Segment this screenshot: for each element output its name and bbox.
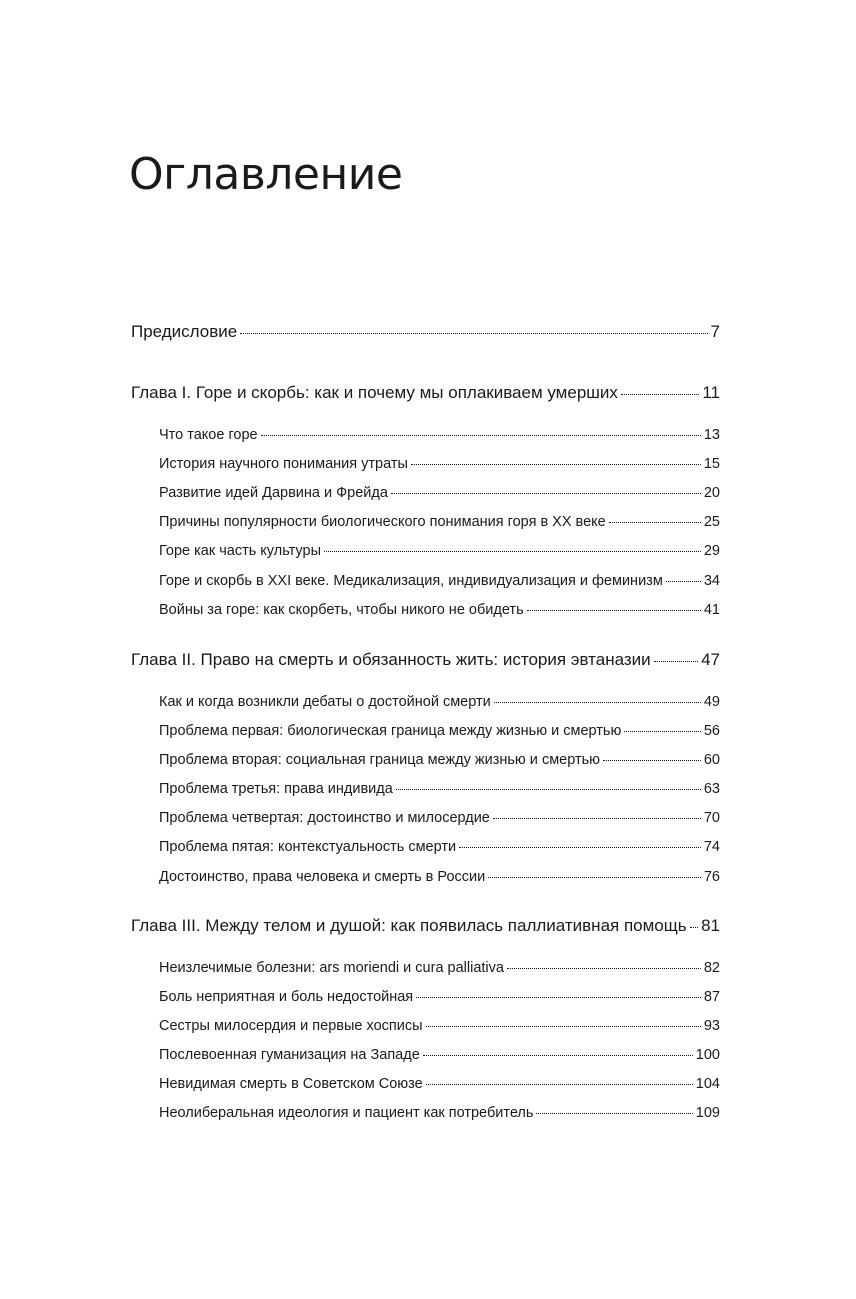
toc-entry-label: Проблема четвертая: достоинство и милосердие bbox=[159, 810, 490, 826]
dot-leader bbox=[536, 1113, 692, 1114]
dot-leader bbox=[666, 581, 701, 582]
toc-entry-section[interactable] bbox=[159, 1018, 720, 1034]
dot-leader bbox=[493, 818, 701, 819]
dot-leader bbox=[603, 760, 701, 761]
toc-entry-section[interactable] bbox=[159, 869, 720, 885]
toc-entry-chapter-1[interactable] bbox=[131, 383, 720, 403]
toc-entry-page: 81 bbox=[701, 916, 720, 935]
dot-leader bbox=[324, 551, 701, 552]
dot-leader bbox=[416, 997, 701, 998]
toc-entry-section[interactable] bbox=[159, 514, 720, 530]
toc-entry-section[interactable] bbox=[159, 723, 720, 739]
toc-entry-section[interactable] bbox=[159, 1047, 720, 1063]
dot-leader bbox=[488, 877, 701, 878]
toc-entry-chapter-2[interactable] bbox=[131, 650, 720, 670]
toc-entry-section[interactable] bbox=[159, 839, 720, 855]
dot-leader bbox=[426, 1084, 693, 1085]
toc-entry-label: Горе и скорбь в XXI веке. Медикализация, индивидуализация и феминизм bbox=[159, 573, 663, 589]
toc-entry-label: Горе как часть культуры bbox=[159, 543, 321, 559]
toc-entry-section[interactable] bbox=[159, 427, 720, 443]
toc-entry-page: 7 bbox=[710, 322, 720, 341]
toc-entry-section[interactable] bbox=[159, 989, 720, 1005]
toc-entry-chapter-3[interactable] bbox=[131, 916, 720, 936]
toc-entry-page: 49 bbox=[703, 694, 720, 710]
toc-entry-page: 25 bbox=[703, 514, 720, 530]
toc-entry-page: 87 bbox=[703, 989, 720, 1005]
dot-leader bbox=[690, 927, 698, 928]
toc-entry-page: 104 bbox=[695, 1076, 720, 1092]
dot-leader bbox=[411, 464, 701, 465]
toc-entry-page: 56 bbox=[703, 723, 720, 739]
toc-entry-label: История научного понимания утраты bbox=[159, 456, 408, 472]
toc-entry-page: 93 bbox=[703, 1018, 720, 1034]
dot-leader bbox=[621, 394, 699, 395]
toc-entry-label: Причины популярности биологического понимания горя в XX веке bbox=[159, 514, 606, 530]
toc-entry-page: 70 bbox=[703, 810, 720, 826]
toc-entry-page: 74 bbox=[703, 839, 720, 855]
toc-entry-page: 20 bbox=[703, 485, 720, 501]
dot-leader bbox=[609, 522, 701, 523]
toc-entry-label: Невидимая смерть в Советском Союзе bbox=[159, 1076, 423, 1092]
toc-entry-label: Проблема пятая: контекстуальность смерти bbox=[159, 839, 457, 855]
toc-entry-section[interactable] bbox=[159, 573, 720, 589]
toc-entry-label: Войны за горе: как скорбеть, чтобы никого не обидеть bbox=[159, 602, 524, 618]
dot-leader bbox=[494, 702, 701, 703]
dot-leader bbox=[423, 1055, 693, 1056]
toc-entry-page: 47 bbox=[701, 650, 720, 669]
toc-entry-label: Как и когда возникли дебаты о достойной смерти bbox=[159, 694, 491, 710]
toc-entry-section[interactable] bbox=[159, 1076, 720, 1092]
toc-entry-page: 13 bbox=[703, 427, 720, 443]
toc-entry-page: 63 bbox=[703, 781, 720, 797]
dot-leader bbox=[391, 493, 701, 494]
toc-entry-section[interactable] bbox=[159, 1105, 720, 1121]
toc-entry-section[interactable] bbox=[159, 543, 720, 559]
toc-entry-label: Проблема первая: биологическая граница между жизнью и смертью bbox=[159, 723, 622, 739]
toc-entry-label: Неизлечимые болезни: ars moriendi и cura palliativa bbox=[159, 960, 504, 976]
dot-leader bbox=[261, 435, 701, 436]
toc-entry-label: Проблема третья: права индивида bbox=[159, 781, 393, 797]
dot-leader bbox=[624, 731, 701, 732]
dot-leader bbox=[507, 968, 701, 969]
toc-entry-page: 76 bbox=[703, 869, 720, 885]
toc-entry-label: Глава II. Право на смерть и обязанность жить: история эвтаназии bbox=[131, 650, 651, 669]
toc-entry-label: Что такое горе bbox=[159, 427, 258, 443]
toc-entry-label: Глава III. Между телом и душой: как появилась паллиативная помощь bbox=[131, 916, 687, 935]
toc-entry-section[interactable] bbox=[159, 602, 720, 618]
toc-entry-section[interactable] bbox=[159, 485, 720, 501]
toc-entry-page: 109 bbox=[695, 1105, 720, 1121]
toc-entry-page: 29 bbox=[703, 543, 720, 559]
toc-entry-label: Послевоенная гуманизация на Западе bbox=[159, 1047, 420, 1063]
toc-entry-preface[interactable] bbox=[131, 322, 720, 342]
toc-entry-section[interactable] bbox=[159, 781, 720, 797]
toc-entry-page: 60 bbox=[703, 752, 720, 768]
toc-entry-page: 34 bbox=[703, 573, 720, 589]
dot-leader bbox=[396, 789, 701, 790]
toc-entry-label: Глава I. Горе и скорбь: как и почему мы оплакиваем умерших bbox=[131, 383, 618, 402]
toc-entry-label: Предисловие bbox=[131, 322, 238, 341]
dot-leader bbox=[426, 1026, 701, 1027]
toc-entry-page: 11 bbox=[702, 383, 720, 402]
toc-entry-page: 15 bbox=[703, 456, 720, 472]
toc-entry-label: Развитие идей Дарвина и Фрейда bbox=[159, 485, 388, 501]
page-title: Оглавление bbox=[129, 149, 403, 200]
toc-entry-section[interactable] bbox=[159, 752, 720, 768]
toc-entry-label: Боль неприятная и боль недостойная bbox=[159, 989, 414, 1005]
toc-entry-label: Неолиберальная идеология и пациент как потребитель bbox=[159, 1105, 534, 1121]
toc-entry-section[interactable] bbox=[159, 694, 720, 710]
toc-entry-section[interactable] bbox=[159, 810, 720, 826]
dot-leader bbox=[459, 847, 701, 848]
dot-leader bbox=[240, 333, 707, 334]
toc-entry-label: Достоинство, права человека и смерть в России bbox=[159, 869, 486, 885]
toc-entry-page: 41 bbox=[703, 602, 720, 618]
toc-entry-label: Сестры милосердия и первые хосписы bbox=[159, 1018, 423, 1034]
toc-entry-page: 82 bbox=[703, 960, 720, 976]
dot-leader bbox=[527, 610, 701, 611]
toc-entry-section[interactable] bbox=[159, 960, 720, 976]
dot-leader bbox=[654, 661, 698, 662]
toc-entry-section[interactable] bbox=[159, 456, 720, 472]
toc-entry-label: Проблема вторая: социальная граница между жизнью и смертью bbox=[159, 752, 601, 768]
toc-entry-page: 100 bbox=[695, 1047, 720, 1063]
